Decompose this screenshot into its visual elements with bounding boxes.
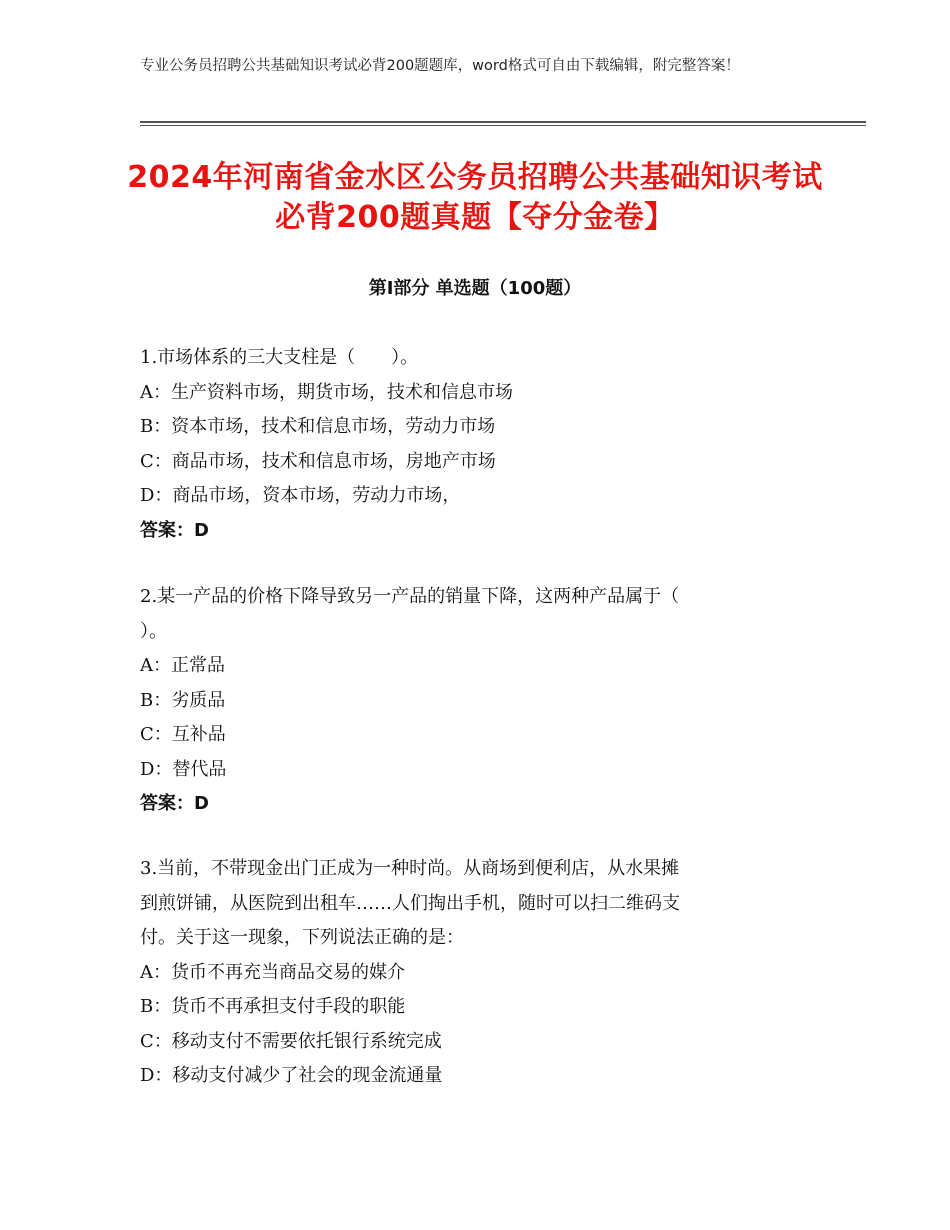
question-stem: 2.某一产品的价格下降导致另一产品的销量下降，这两种产品属于（ xyxy=(140,586,680,607)
question-stem-cont: ）。 xyxy=(140,620,167,642)
option-b: B：货币不再承担支付手段的职能 xyxy=(140,996,406,1017)
option-c: C：互补品 xyxy=(140,724,226,745)
header-note: 专业公务员招聘公共基础知识考试必背200题题库，word格式可自由下载编辑，附完整答案！ xyxy=(140,58,740,74)
option-d: D：商品市场，资本市场，劳动力市场， xyxy=(140,485,461,506)
option-d: D：替代品 xyxy=(140,758,227,780)
option-c: C：移动支付不需要依托银行系统完成 xyxy=(140,1030,442,1052)
option-a: A：生产资料市场，期货市场，技术和信息市场 xyxy=(140,381,513,403)
question-1 xyxy=(140,341,810,548)
option-a: A：正常品 xyxy=(140,655,225,676)
option-a: A：货币不再充当商品交易的媒介 xyxy=(140,961,405,983)
section-heading: 第Ⅰ部分 单选题（100题） xyxy=(368,278,582,299)
answer: 答案：D xyxy=(140,793,209,814)
header-divider xyxy=(140,121,866,123)
question-stem-cont: 到煎饼铺，从医院到出租车……人们掏出手机，随时可以扫二维码支 xyxy=(140,892,680,914)
header-divider-thin xyxy=(140,125,866,126)
question-stem-cont: 付。关于这一现象，下列说法正确的是： xyxy=(140,927,464,948)
question-stem: 1.市场体系的三大支柱是（ ）。 xyxy=(140,347,419,368)
option-b: B：劣质品 xyxy=(140,689,226,711)
option-d: D：移动支付减少了社会的现金流通量 xyxy=(140,1065,443,1086)
question-2 xyxy=(140,580,810,822)
option-b: B：资本市场，技术和信息市场，劳动力市场 xyxy=(140,416,496,437)
answer: 答案：D xyxy=(140,519,209,541)
question-3 xyxy=(140,852,810,1094)
question-stem: 3.当前，不带现金出门正成为一种时尚。从商场到便利店，从水果摊 xyxy=(140,858,680,879)
page-title: 2024年河南省金水区公务员招聘公共基础知识考试必背200题真题【夺分金卷】 xyxy=(127,160,823,235)
option-c: C：商品市场，技术和信息市场，房地产市场 xyxy=(140,450,496,472)
